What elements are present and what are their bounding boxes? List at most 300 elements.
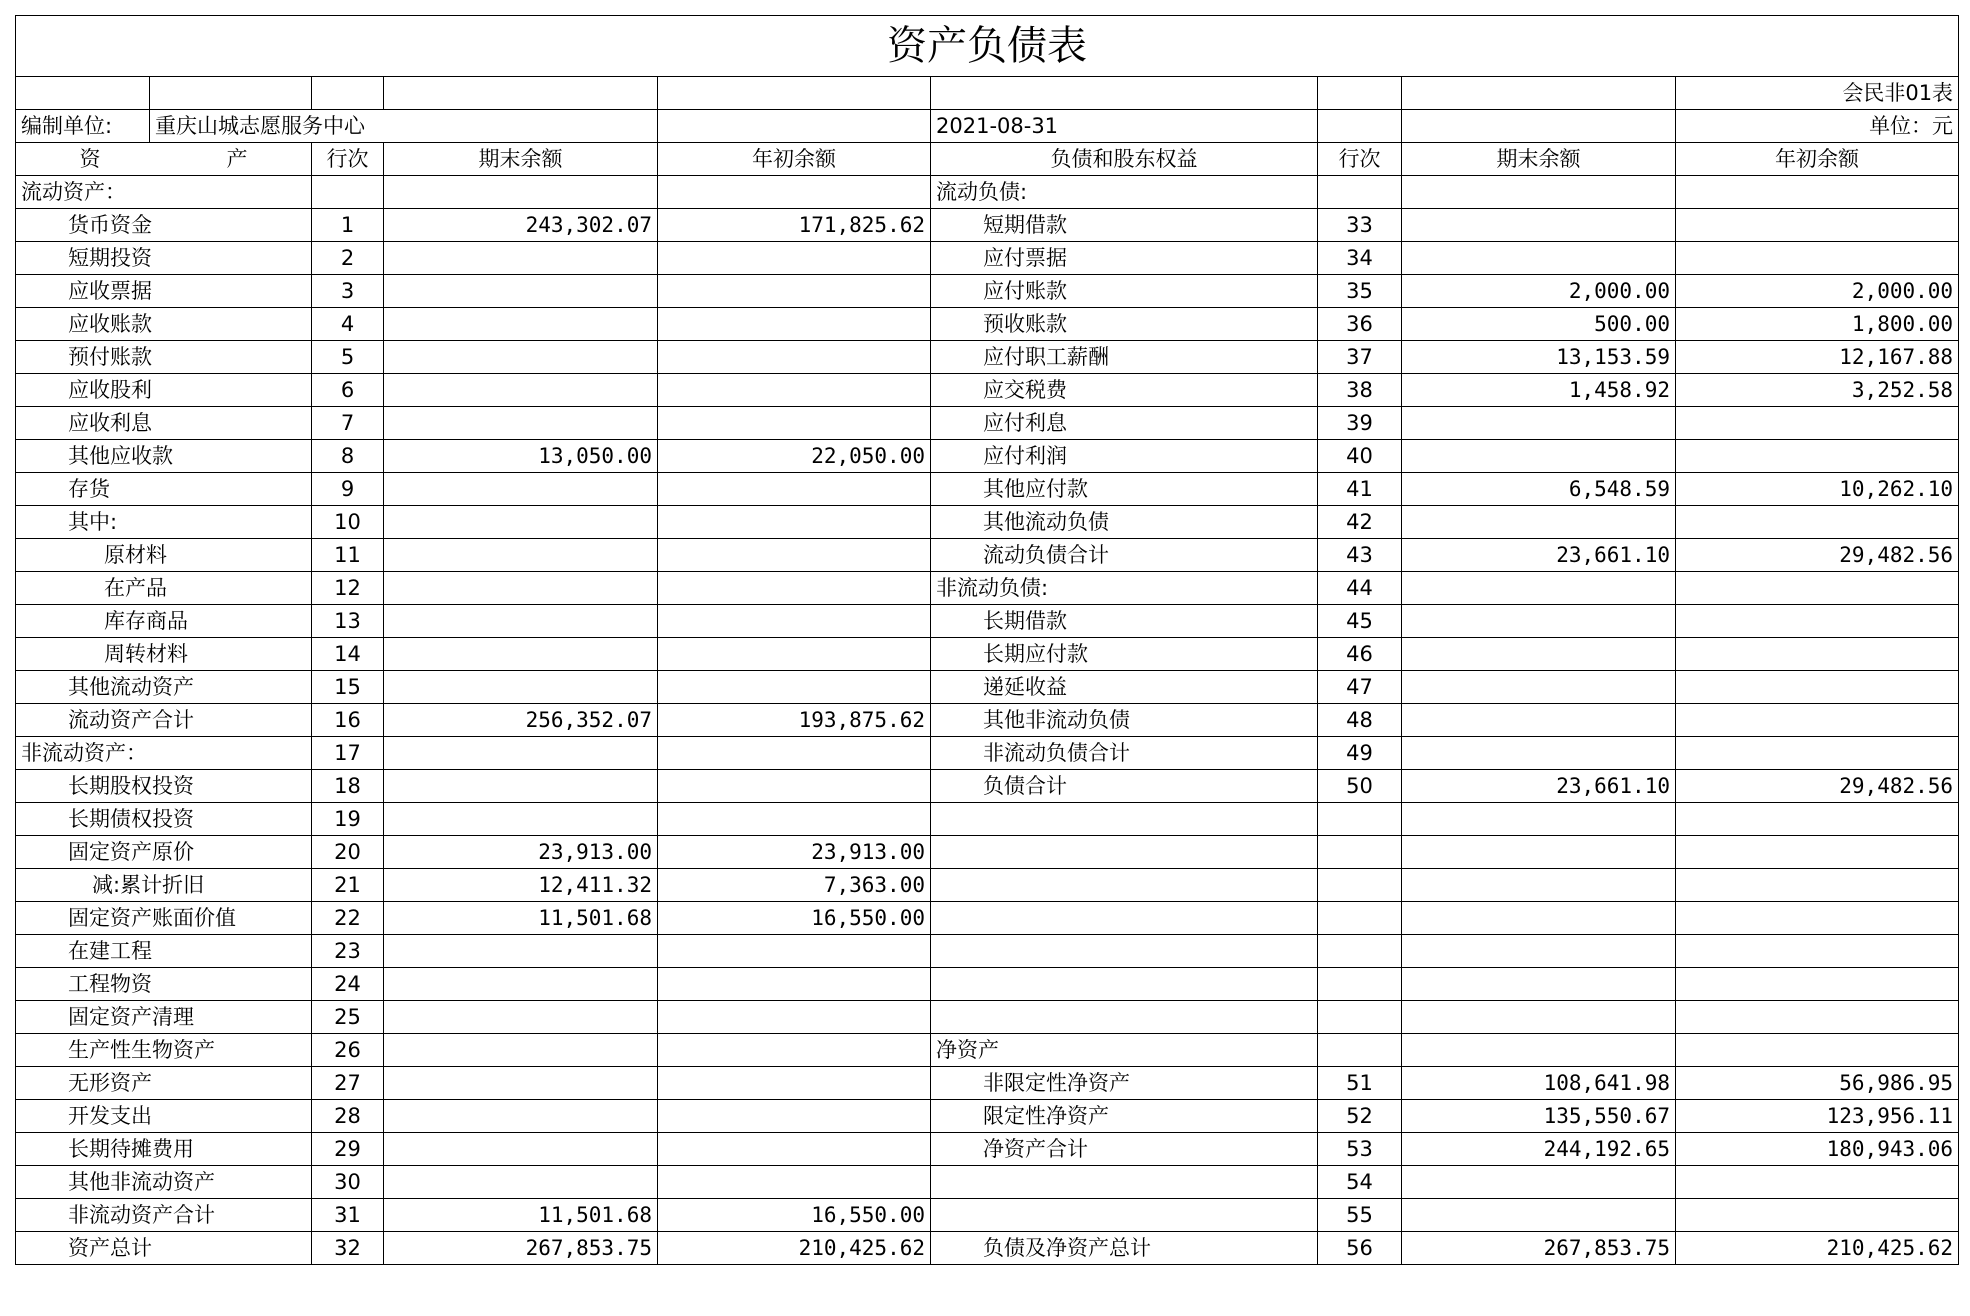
- liability-name-cell[interactable]: 负债合计: [931, 770, 1318, 803]
- asset-row-no-cell[interactable]: 21: [312, 869, 384, 902]
- asset-end-balance-cell[interactable]: [384, 374, 658, 407]
- asset-name-cell[interactable]: 存货: [16, 473, 312, 506]
- liability-end-balance-cell[interactable]: [1402, 704, 1676, 737]
- form-code-row: [16, 77, 1959, 110]
- asset-row-no-cell[interactable]: 31: [312, 1199, 384, 1232]
- liability-name-cell[interactable]: 非流动负债:: [931, 572, 1318, 605]
- asset-end-balance-cell[interactable]: [384, 341, 658, 374]
- liability-row-no-cell[interactable]: 37: [1318, 341, 1402, 374]
- liability-end-balance-cell[interactable]: [1402, 506, 1676, 539]
- liability-name-cell[interactable]: 应付职工薪酬: [931, 341, 1318, 374]
- table-row: [16, 1199, 1959, 1232]
- table-row: [16, 836, 1959, 869]
- asset-begin-balance-cell[interactable]: [658, 308, 931, 341]
- liability-end-balance-cell[interactable]: [1402, 671, 1676, 704]
- liability-row-no-cell[interactable]: 52: [1318, 1100, 1402, 1133]
- asset-end-balance-cell[interactable]: [384, 935, 658, 968]
- asset-name-cell[interactable]: 固定资产账面价值: [16, 902, 312, 935]
- asset-begin-balance-cell[interactable]: [658, 935, 931, 968]
- asset-end-balance-cell[interactable]: [384, 671, 658, 704]
- liability-begin-balance-cell[interactable]: [1676, 704, 1959, 737]
- asset-end-balance-cell[interactable]: [384, 572, 658, 605]
- asset-end-balance-cell[interactable]: [384, 407, 658, 440]
- liability-name-cell[interactable]: [931, 869, 1318, 902]
- liability-begin-balance-cell[interactable]: [1676, 836, 1959, 869]
- liability-name-cell[interactable]: 预收账款: [931, 308, 1318, 341]
- header-liabilities[interactable]: 负债和股东权益: [931, 143, 1318, 176]
- liability-begin-balance-cell[interactable]: 56,986.95: [1676, 1067, 1959, 1100]
- liability-begin-balance-cell[interactable]: [1676, 605, 1959, 638]
- asset-name-cell[interactable]: 应收票据: [16, 275, 312, 308]
- liability-name-cell[interactable]: 其他应付款: [931, 473, 1318, 506]
- liability-begin-balance-cell[interactable]: [1676, 638, 1959, 671]
- asset-end-balance-cell[interactable]: [384, 506, 658, 539]
- asset-begin-balance-cell[interactable]: [658, 770, 931, 803]
- asset-name-cell[interactable]: 应收账款: [16, 308, 312, 341]
- empty-cell[interactable]: [658, 110, 931, 143]
- asset-begin-balance-cell[interactable]: [658, 242, 931, 275]
- asset-end-balance-cell[interactable]: [384, 803, 658, 836]
- liability-name-cell[interactable]: 长期应付款: [931, 638, 1318, 671]
- liability-name-cell[interactable]: 应付票据: [931, 242, 1318, 275]
- asset-name-cell[interactable]: 流动资产：: [16, 176, 312, 209]
- liability-begin-balance-cell[interactable]: [1676, 935, 1959, 968]
- liability-name-cell[interactable]: [931, 1001, 1318, 1034]
- liability-begin-balance-cell[interactable]: [1676, 1034, 1959, 1067]
- asset-end-balance-cell[interactable]: [384, 737, 658, 770]
- liability-end-balance-cell[interactable]: 2,000.00: [1402, 275, 1676, 308]
- liability-name-cell[interactable]: 其他流动负债: [931, 506, 1318, 539]
- asset-end-balance-cell[interactable]: [384, 308, 658, 341]
- asset-name-cell[interactable]: 库存商品: [16, 605, 312, 638]
- liability-row-no-cell[interactable]: [1318, 836, 1402, 869]
- liability-end-balance-cell[interactable]: [1402, 638, 1676, 671]
- liability-end-balance-cell[interactable]: 244,192.65: [1402, 1133, 1676, 1166]
- asset-row-no-cell[interactable]: 18: [312, 770, 384, 803]
- liability-name-cell[interactable]: [931, 1166, 1318, 1199]
- liability-name-cell[interactable]: 应付利润: [931, 440, 1318, 473]
- liability-begin-balance-cell[interactable]: [1676, 176, 1959, 209]
- liability-begin-balance-cell[interactable]: [1676, 440, 1959, 473]
- liability-row-no-cell[interactable]: [1318, 902, 1402, 935]
- liability-name-cell[interactable]: 流动负债:: [931, 176, 1318, 209]
- asset-name-cell[interactable]: 应收股利: [16, 374, 312, 407]
- liability-begin-balance-cell[interactable]: 1,800.00: [1676, 308, 1959, 341]
- asset-end-balance-cell[interactable]: [384, 473, 658, 506]
- asset-row-no-cell[interactable]: 6: [312, 374, 384, 407]
- asset-end-balance-cell[interactable]: 12,411.32: [384, 869, 658, 902]
- header-begin-balance[interactable]: 年初余额: [658, 143, 931, 176]
- asset-end-balance-cell[interactable]: [384, 1100, 658, 1133]
- liability-row-no-cell[interactable]: [1318, 968, 1402, 1001]
- asset-name-cell[interactable]: 长期股权投资: [16, 770, 312, 803]
- asset-row-no-cell[interactable]: 30: [312, 1166, 384, 1199]
- asset-end-balance-cell[interactable]: [384, 275, 658, 308]
- table-row: [16, 539, 1959, 572]
- liability-begin-balance-cell[interactable]: [1676, 671, 1959, 704]
- unit-label[interactable]: 单位：元: [1676, 110, 1959, 143]
- asset-row-no-cell[interactable]: [312, 176, 384, 209]
- asset-end-balance-cell[interactable]: 267,853.75: [384, 1232, 658, 1265]
- liability-begin-balance-cell[interactable]: 2,000.00: [1676, 275, 1959, 308]
- asset-name-cell[interactable]: 长期债权投资: [16, 803, 312, 836]
- asset-begin-balance-cell[interactable]: [658, 506, 931, 539]
- asset-end-balance-cell[interactable]: [384, 968, 658, 1001]
- asset-row-no-cell[interactable]: 1: [312, 209, 384, 242]
- liability-name-cell[interactable]: 短期借款: [931, 209, 1318, 242]
- liability-name-cell[interactable]: [931, 902, 1318, 935]
- liability-name-cell[interactable]: [931, 935, 1318, 968]
- empty-cell[interactable]: [1402, 110, 1676, 143]
- empty-cell[interactable]: [312, 77, 384, 110]
- liability-row-no-cell[interactable]: 54: [1318, 1166, 1402, 1199]
- liability-begin-balance-cell[interactable]: [1676, 1166, 1959, 1199]
- liability-begin-balance-cell[interactable]: [1676, 737, 1959, 770]
- table-row: [16, 968, 1959, 1001]
- asset-end-balance-cell[interactable]: 256,352.07: [384, 704, 658, 737]
- asset-row-no-cell[interactable]: 8: [312, 440, 384, 473]
- asset-end-balance-cell[interactable]: [384, 176, 658, 209]
- liability-row-no-cell[interactable]: [1318, 176, 1402, 209]
- header-end-balance[interactable]: 期末余额: [384, 143, 658, 176]
- liability-begin-balance-cell[interactable]: [1676, 902, 1959, 935]
- asset-name-cell[interactable]: 非流动资产：: [16, 737, 312, 770]
- asset-begin-balance-cell[interactable]: [658, 1067, 931, 1100]
- liability-name-cell[interactable]: 净资产合计: [931, 1133, 1318, 1166]
- liability-begin-balance-cell[interactable]: 12,167.88: [1676, 341, 1959, 374]
- asset-row-no-cell[interactable]: 5: [312, 341, 384, 374]
- liability-end-balance-cell[interactable]: [1402, 1001, 1676, 1034]
- asset-name-cell[interactable]: 固定资产清理: [16, 1001, 312, 1034]
- asset-end-balance-cell[interactable]: [384, 1034, 658, 1067]
- asset-name-cell[interactable]: 原材料: [16, 539, 312, 572]
- asset-begin-balance-cell[interactable]: 16,550.00: [658, 902, 931, 935]
- asset-end-balance-cell[interactable]: [384, 638, 658, 671]
- asset-row-no-cell[interactable]: 4: [312, 308, 384, 341]
- liability-row-no-cell[interactable]: [1318, 935, 1402, 968]
- asset-row-no-cell[interactable]: 28: [312, 1100, 384, 1133]
- asset-name-cell[interactable]: 生产性生物资产: [16, 1034, 312, 1067]
- asset-row-no-cell[interactable]: 26: [312, 1034, 384, 1067]
- liability-row-no-cell[interactable]: 33: [1318, 209, 1402, 242]
- liability-name-cell[interactable]: [931, 836, 1318, 869]
- liability-row-no-cell[interactable]: 51: [1318, 1067, 1402, 1100]
- liability-end-balance-cell[interactable]: 500.00: [1402, 308, 1676, 341]
- asset-row-no-cell[interactable]: 29: [312, 1133, 384, 1166]
- asset-begin-balance-cell[interactable]: [658, 803, 931, 836]
- report-date[interactable]: 2021-08-31: [931, 110, 1318, 143]
- liability-name-cell[interactable]: 限定性净资产: [931, 1100, 1318, 1133]
- liability-begin-balance-cell[interactable]: [1676, 506, 1959, 539]
- asset-end-balance-cell[interactable]: [384, 1067, 658, 1100]
- liability-end-balance-cell[interactable]: [1402, 737, 1676, 770]
- asset-name-cell[interactable]: 其他非流动资产: [16, 1166, 312, 1199]
- asset-name-cell[interactable]: 非流动资产合计: [16, 1199, 312, 1232]
- asset-end-balance-cell[interactable]: [384, 770, 658, 803]
- asset-row-no-cell[interactable]: 17: [312, 737, 384, 770]
- liability-end-balance-cell[interactable]: [1402, 836, 1676, 869]
- empty-cell[interactable]: [16, 77, 150, 110]
- liability-end-balance-cell[interactable]: [1402, 440, 1676, 473]
- liability-row-no-cell[interactable]: 45: [1318, 605, 1402, 638]
- liability-begin-balance-cell[interactable]: 180,943.06: [1676, 1133, 1959, 1166]
- asset-name-cell[interactable]: 货币资金: [16, 209, 312, 242]
- liability-end-balance-cell[interactable]: [1402, 242, 1676, 275]
- liability-row-no-cell[interactable]: 47: [1318, 671, 1402, 704]
- asset-name-cell[interactable]: 周转材料: [16, 638, 312, 671]
- liability-begin-balance-cell[interactable]: [1676, 1001, 1959, 1034]
- asset-row-no-cell[interactable]: 24: [312, 968, 384, 1001]
- liability-row-no-cell[interactable]: 55: [1318, 1199, 1402, 1232]
- asset-begin-balance-cell[interactable]: [658, 1133, 931, 1166]
- liability-name-cell[interactable]: [931, 968, 1318, 1001]
- asset-row-no-cell[interactable]: 32: [312, 1232, 384, 1265]
- liability-name-cell[interactable]: [931, 803, 1318, 836]
- asset-begin-balance-cell[interactable]: [658, 572, 931, 605]
- asset-name-cell[interactable]: 其中:: [16, 506, 312, 539]
- liability-row-no-cell[interactable]: 56: [1318, 1232, 1402, 1265]
- liability-end-balance-cell[interactable]: [1402, 869, 1676, 902]
- asset-begin-balance-cell[interactable]: [658, 671, 931, 704]
- asset-name-cell[interactable]: 预付账款: [16, 341, 312, 374]
- liability-row-no-cell[interactable]: 39: [1318, 407, 1402, 440]
- asset-begin-balance-cell[interactable]: 23,913.00: [658, 836, 931, 869]
- liability-begin-balance-cell[interactable]: [1676, 1199, 1959, 1232]
- liability-name-cell[interactable]: 其他非流动负债: [931, 704, 1318, 737]
- liability-end-balance-cell[interactable]: 108,641.98: [1402, 1067, 1676, 1100]
- asset-begin-balance-cell[interactable]: [658, 605, 931, 638]
- asset-end-balance-cell[interactable]: [384, 1133, 658, 1166]
- asset-row-no-cell[interactable]: 25: [312, 1001, 384, 1034]
- liability-begin-balance-cell[interactable]: 29,482.56: [1676, 770, 1959, 803]
- liability-begin-balance-cell[interactable]: [1676, 407, 1959, 440]
- liability-begin-balance-cell[interactable]: [1676, 242, 1959, 275]
- table-row: [16, 1001, 1959, 1034]
- header-assets[interactable]: 资 产: [16, 143, 312, 176]
- asset-end-balance-cell[interactable]: [384, 605, 658, 638]
- asset-end-balance-cell[interactable]: 11,501.68: [384, 902, 658, 935]
- liability-name-cell[interactable]: 应交税费: [931, 374, 1318, 407]
- asset-begin-balance-cell[interactable]: 171,825.62: [658, 209, 931, 242]
- asset-row-no-cell[interactable]: 10: [312, 506, 384, 539]
- liability-row-no-cell[interactable]: 49: [1318, 737, 1402, 770]
- liability-row-no-cell[interactable]: [1318, 1001, 1402, 1034]
- liability-row-no-cell[interactable]: 34: [1318, 242, 1402, 275]
- table-row: [16, 209, 1959, 242]
- table-row: [16, 341, 1959, 374]
- liability-end-balance-cell[interactable]: [1402, 935, 1676, 968]
- asset-begin-balance-cell[interactable]: [658, 341, 931, 374]
- asset-begin-balance-cell[interactable]: [658, 638, 931, 671]
- liability-row-no-cell[interactable]: 53: [1318, 1133, 1402, 1166]
- asset-begin-balance-cell[interactable]: [658, 539, 931, 572]
- empty-cell[interactable]: [150, 77, 312, 110]
- asset-row-no-cell[interactable]: 23: [312, 935, 384, 968]
- title-row: [16, 16, 1959, 77]
- asset-begin-balance-cell[interactable]: 193,875.62: [658, 704, 931, 737]
- asset-name-cell[interactable]: 开发支出: [16, 1100, 312, 1133]
- asset-name-cell[interactable]: 流动资产合计: [16, 704, 312, 737]
- asset-begin-balance-cell[interactable]: [658, 407, 931, 440]
- liability-end-balance-cell[interactable]: [1402, 605, 1676, 638]
- asset-end-balance-cell[interactable]: 243,302.07: [384, 209, 658, 242]
- asset-name-cell[interactable]: 固定资产原价: [16, 836, 312, 869]
- liability-end-balance-cell[interactable]: 6,548.59: [1402, 473, 1676, 506]
- liability-end-balance-cell[interactable]: 267,853.75: [1402, 1232, 1676, 1265]
- asset-name-cell[interactable]: 其他应收款: [16, 440, 312, 473]
- asset-row-no-cell[interactable]: 20: [312, 836, 384, 869]
- asset-row-no-cell[interactable]: 15: [312, 671, 384, 704]
- asset-end-balance-cell[interactable]: 13,050.00: [384, 440, 658, 473]
- asset-row-no-cell[interactable]: 2: [312, 242, 384, 275]
- liability-row-no-cell[interactable]: 38: [1318, 374, 1402, 407]
- asset-begin-balance-cell[interactable]: 16,550.00: [658, 1199, 931, 1232]
- liability-end-balance-cell[interactable]: [1402, 1034, 1676, 1067]
- asset-begin-balance-cell[interactable]: [658, 275, 931, 308]
- asset-row-no-cell[interactable]: 11: [312, 539, 384, 572]
- liability-end-balance-cell[interactable]: [1402, 1199, 1676, 1232]
- asset-name-cell[interactable]: 无形资产: [16, 1067, 312, 1100]
- org-label[interactable]: 编制单位:: [16, 110, 150, 143]
- asset-begin-balance-cell[interactable]: [658, 1034, 931, 1067]
- liability-begin-balance-cell[interactable]: 29,482.56: [1676, 539, 1959, 572]
- asset-name-cell[interactable]: 工程物资: [16, 968, 312, 1001]
- liability-row-no-cell[interactable]: [1318, 803, 1402, 836]
- liability-name-cell[interactable]: 非限定性净资产: [931, 1067, 1318, 1100]
- liability-begin-balance-cell[interactable]: [1676, 572, 1959, 605]
- asset-name-cell[interactable]: 长期待摊费用: [16, 1133, 312, 1166]
- asset-end-balance-cell[interactable]: [384, 1001, 658, 1034]
- liability-begin-balance-cell[interactable]: [1676, 968, 1959, 1001]
- liability-begin-balance-cell[interactable]: [1676, 803, 1959, 836]
- asset-end-balance-cell[interactable]: 23,913.00: [384, 836, 658, 869]
- liability-name-cell[interactable]: [931, 1199, 1318, 1232]
- liability-row-no-cell[interactable]: 44: [1318, 572, 1402, 605]
- liability-name-cell[interactable]: 应付账款: [931, 275, 1318, 308]
- table-row: [16, 176, 1959, 209]
- header-end-balance-2[interactable]: 期末余额: [1402, 143, 1676, 176]
- org-name[interactable]: 重庆山城志愿服务中心: [150, 110, 658, 143]
- asset-end-balance-cell[interactable]: [384, 539, 658, 572]
- asset-begin-balance-cell[interactable]: 7,363.00: [658, 869, 931, 902]
- header-begin-balance-2[interactable]: 年初余额: [1676, 143, 1959, 176]
- liability-row-no-cell[interactable]: [1318, 1034, 1402, 1067]
- form-code[interactable]: 会民非01表: [1676, 77, 1959, 110]
- liability-name-cell[interactable]: 应付利息: [931, 407, 1318, 440]
- asset-row-no-cell[interactable]: 27: [312, 1067, 384, 1100]
- asset-row-no-cell[interactable]: 12: [312, 572, 384, 605]
- liability-end-balance-cell[interactable]: 13,153.59: [1402, 341, 1676, 374]
- asset-begin-balance-cell[interactable]: 22,050.00: [658, 440, 931, 473]
- liability-end-balance-cell[interactable]: [1402, 209, 1676, 242]
- asset-end-balance-cell[interactable]: [384, 1166, 658, 1199]
- liability-name-cell[interactable]: 非流动负债合计: [931, 737, 1318, 770]
- header-row-no-2[interactable]: 行次: [1318, 143, 1402, 176]
- liability-name-cell[interactable]: 流动负债合计: [931, 539, 1318, 572]
- asset-end-balance-cell[interactable]: 11,501.68: [384, 1199, 658, 1232]
- asset-name-cell[interactable]: 在产品: [16, 572, 312, 605]
- liability-row-no-cell[interactable]: 40: [1318, 440, 1402, 473]
- liability-begin-balance-cell[interactable]: 210,425.62: [1676, 1232, 1959, 1265]
- asset-begin-balance-cell[interactable]: 210,425.62: [658, 1232, 931, 1265]
- asset-begin-balance-cell[interactable]: [658, 473, 931, 506]
- asset-name-cell[interactable]: 短期投资: [16, 242, 312, 275]
- empty-cell[interactable]: [931, 77, 1318, 110]
- asset-name-cell[interactable]: 资产总计: [16, 1232, 312, 1265]
- asset-end-balance-cell[interactable]: [384, 242, 658, 275]
- liability-end-balance-cell[interactable]: 23,661.10: [1402, 770, 1676, 803]
- liability-row-no-cell[interactable]: 48: [1318, 704, 1402, 737]
- asset-name-cell[interactable]: 应收利息: [16, 407, 312, 440]
- asset-name-cell[interactable]: 在建工程: [16, 935, 312, 968]
- liability-end-balance-cell[interactable]: [1402, 902, 1676, 935]
- asset-begin-balance-cell[interactable]: [658, 968, 931, 1001]
- liability-row-no-cell[interactable]: 41: [1318, 473, 1402, 506]
- liability-row-no-cell[interactable]: 42: [1318, 506, 1402, 539]
- asset-begin-balance-cell[interactable]: [658, 1100, 931, 1133]
- sheet-title: 资产负债表: [16, 16, 1959, 77]
- liability-end-balance-cell[interactable]: [1402, 1166, 1676, 1199]
- empty-cell[interactable]: [1318, 110, 1402, 143]
- liability-row-no-cell[interactable]: 50: [1318, 770, 1402, 803]
- liability-row-no-cell[interactable]: 43: [1318, 539, 1402, 572]
- liability-row-no-cell[interactable]: 46: [1318, 638, 1402, 671]
- liability-begin-balance-cell[interactable]: 123,956.11: [1676, 1100, 1959, 1133]
- table-row: [16, 737, 1959, 770]
- liability-end-balance-cell[interactable]: [1402, 572, 1676, 605]
- liability-begin-balance-cell[interactable]: 3,252.58: [1676, 374, 1959, 407]
- asset-name-cell[interactable]: 其他流动资产: [16, 671, 312, 704]
- empty-cell[interactable]: [1318, 77, 1402, 110]
- asset-row-no-cell[interactable]: 9: [312, 473, 384, 506]
- asset-row-no-cell[interactable]: 19: [312, 803, 384, 836]
- asset-begin-balance-cell[interactable]: [658, 374, 931, 407]
- liability-row-no-cell[interactable]: [1318, 869, 1402, 902]
- liability-end-balance-cell[interactable]: [1402, 968, 1676, 1001]
- asset-row-no-cell[interactable]: 13: [312, 605, 384, 638]
- liability-name-cell[interactable]: 负债及净资产总计: [931, 1232, 1318, 1265]
- liability-end-balance-cell[interactable]: 1,458.92: [1402, 374, 1676, 407]
- asset-name-cell[interactable]: 减:累计折旧: [16, 869, 312, 902]
- asset-begin-balance-cell[interactable]: [658, 1001, 931, 1034]
- liability-row-no-cell[interactable]: 35: [1318, 275, 1402, 308]
- liability-end-balance-cell[interactable]: 135,550.67: [1402, 1100, 1676, 1133]
- asset-row-no-cell[interactable]: 7: [312, 407, 384, 440]
- asset-row-no-cell[interactable]: 16: [312, 704, 384, 737]
- liability-row-no-cell[interactable]: 36: [1318, 308, 1402, 341]
- asset-row-no-cell[interactable]: 14: [312, 638, 384, 671]
- liability-name-cell[interactable]: 递延收益: [931, 671, 1318, 704]
- empty-cell[interactable]: [658, 77, 931, 110]
- liability-begin-balance-cell[interactable]: [1676, 869, 1959, 902]
- liability-begin-balance-cell[interactable]: 10,262.10: [1676, 473, 1959, 506]
- empty-cell[interactable]: [384, 77, 658, 110]
- asset-row-no-cell[interactable]: 22: [312, 902, 384, 935]
- liability-end-balance-cell[interactable]: [1402, 407, 1676, 440]
- asset-begin-balance-cell[interactable]: [658, 1166, 931, 1199]
- asset-begin-balance-cell[interactable]: [658, 176, 931, 209]
- asset-begin-balance-cell[interactable]: [658, 737, 931, 770]
- asset-row-no-cell[interactable]: 3: [312, 275, 384, 308]
- liability-end-balance-cell[interactable]: 23,661.10: [1402, 539, 1676, 572]
- liability-name-cell[interactable]: 长期借款: [931, 605, 1318, 638]
- liability-begin-balance-cell[interactable]: [1676, 209, 1959, 242]
- liability-end-balance-cell[interactable]: [1402, 176, 1676, 209]
- header-row-no[interactable]: 行次: [312, 143, 384, 176]
- liability-name-cell[interactable]: 净资产: [931, 1034, 1318, 1067]
- liability-end-balance-cell[interactable]: [1402, 803, 1676, 836]
- empty-cell[interactable]: [1402, 77, 1676, 110]
